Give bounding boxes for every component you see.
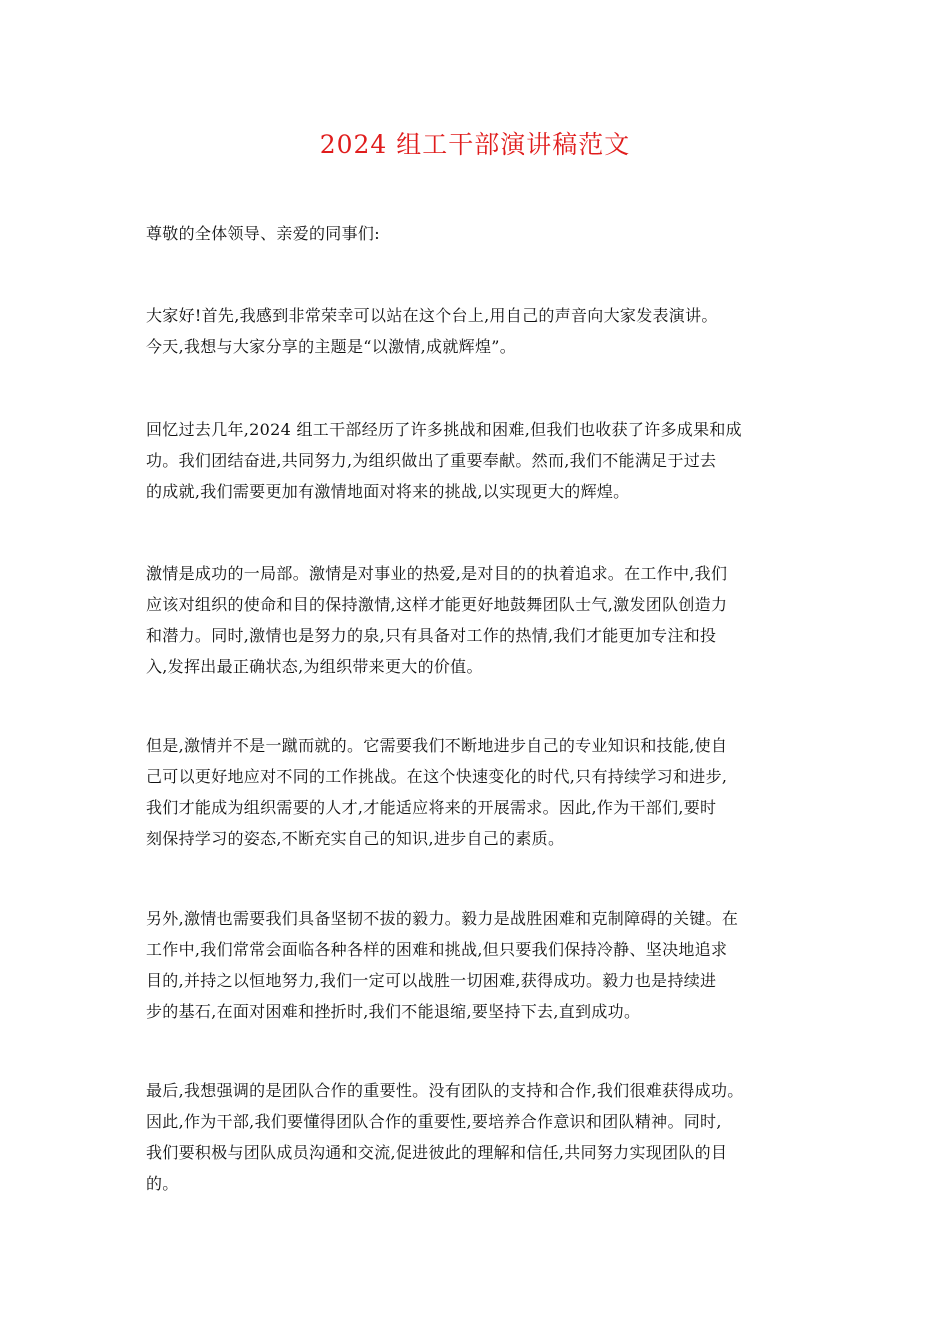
paragraph-5	[146, 903, 836, 1027]
paragraph-line: 功。我们团结奋进,共同努力,为组织做出了重要奉献。然而,我们不能满足于过去	[146, 451, 717, 470]
paragraph-3	[146, 558, 836, 682]
paragraph-line: 另外,激情也需要我们具备坚韧不拔的毅力。毅力是战胜困难和克制障碍的关键。在	[146, 909, 739, 928]
paragraph-4	[146, 730, 836, 854]
paragraph-1	[146, 300, 836, 362]
paragraph-line: 入,发挥出最正确状态,为组织带来更大的价值。	[146, 657, 483, 676]
paragraph-line: 应该对组织的使命和目的保持激情,这样才能更好地鼓舞团队士气,激发团队创造力	[146, 595, 728, 614]
paragraph-2	[146, 414, 836, 507]
paragraph-line: 的。	[146, 1174, 179, 1193]
paragraph-line: 和潜力。同时,激情也是努力的泉,只有具备对工作的热情,我们才能更加专注和投	[146, 626, 717, 645]
salutation: 尊敬的全体领导、亲爱的同事们:	[146, 224, 380, 243]
paragraph-line: 目的,并持之以恒地努力,我们一定可以战胜一切困难,获得成功。毅力也是持续进	[146, 971, 717, 990]
paragraph-line: 工作中,我们常常会面临各种各样的困难和挑战,但只要我们保持冷静、坚决地追求	[146, 940, 728, 959]
paragraph-6	[146, 1075, 836, 1199]
paragraph-line: 回忆过去几年,2024 组工干部经历了许多挑战和困难,但我们也收获了许多成果和成	[146, 420, 742, 439]
paragraph-line: 我们才能成为组织需要的人才,才能适应将来的开展需求。因此,作为干部们,要时	[146, 798, 717, 817]
paragraph-line: 因此,作为干部,我们要懂得团队合作的重要性,要培养合作意识和团队精神。同时,	[146, 1112, 722, 1131]
paragraph-line: 激情是成功的一局部。激情是对事业的热爱,是对目的的执着追求。在工作中,我们	[146, 564, 728, 583]
document-title: 2024 组工干部演讲稿范文	[319, 130, 631, 159]
paragraph-line: 刻保持学习的姿态,不断充实自己的知识,进步自己的素质。	[146, 829, 565, 848]
paragraph-line: 己可以更好地应对不同的工作挑战。在这个快速变化的时代,只有持续学习和进步,	[146, 767, 728, 786]
paragraph-line: 的成就,我们需要更加有激情地面对将来的挑战,以实现更大的辉煌。	[146, 482, 630, 501]
paragraph-line: 步的基石,在面对困难和挫折时,我们不能退缩,要坚持下去,直到成功。	[146, 1002, 641, 1021]
paragraph-line: 大家好!首先,我感到非常荣幸可以站在这个台上,用自己的声音向大家发表演讲。	[146, 306, 718, 325]
paragraph-line: 我们要积极与团队成员沟通和交流,促进彼此的理解和信任,共同努力实现团队的目	[146, 1143, 728, 1162]
paragraph-line: 今天,我想与大家分享的主题是“以激情,成就辉煌”。	[146, 337, 517, 356]
paragraph-line: 最后,我想强调的是团队合作的重要性。没有团队的支持和合作,我们很难获得成功。	[146, 1081, 744, 1100]
paragraph-line: 但是,激情并不是一蹴而就的。它需要我们不断地进步自己的专业知识和技能,使自	[146, 736, 728, 755]
